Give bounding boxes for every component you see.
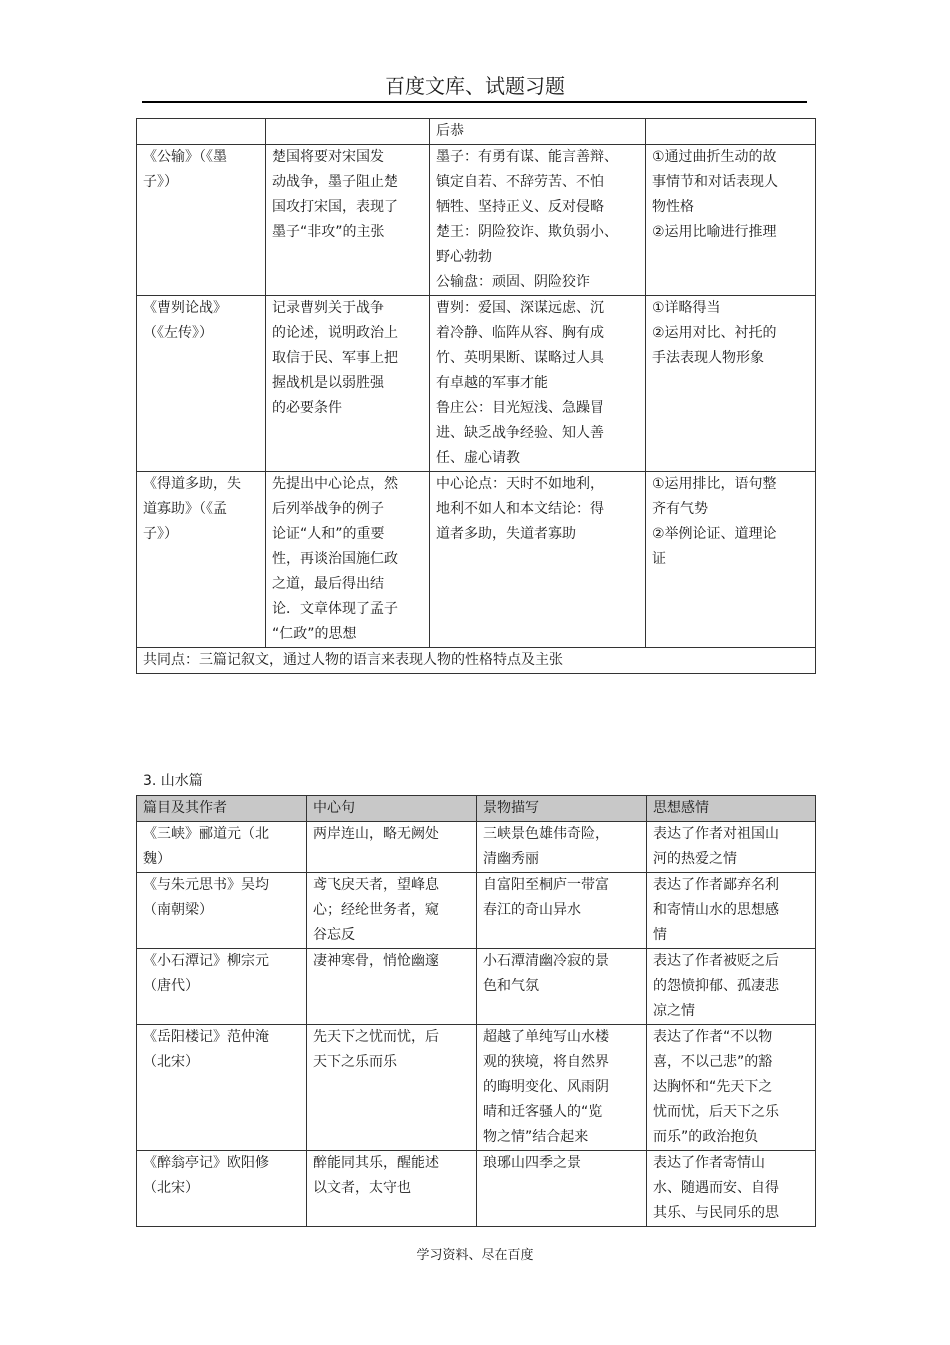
table-cell: 醉能同其乐，醒能述 以文者，太守也 bbox=[307, 1151, 477, 1227]
table-cell: 《岳阳楼记》范仲淹 （北宋） bbox=[137, 1025, 307, 1151]
table-cell: 表达了作者被贬之后 的怨愤抑郁、孤凄悲 凉之情 bbox=[647, 949, 816, 1025]
table-cell: 《与朱元思书》吴均 （南朝梁） bbox=[137, 873, 307, 949]
table-cell: 小石潭清幽冷寂的景 色和气氛 bbox=[477, 949, 647, 1025]
table-row bbox=[137, 873, 816, 949]
section-title: 3. 山水篇 bbox=[143, 773, 203, 789]
comparison-table-1 bbox=[136, 118, 816, 674]
table-cell: 琅琊山四季之景 bbox=[477, 1151, 647, 1227]
table-row bbox=[137, 472, 816, 648]
table-cell: ①通过曲折生动的故 事情节和对话表现人 物性格 ②运用比喻进行推理 bbox=[646, 145, 816, 296]
summary-row bbox=[137, 648, 816, 674]
summary-cell: 共同点：三篇记叙文，通过人物的语言来表现人物的性格特点及主张 bbox=[137, 648, 816, 674]
table-row bbox=[137, 949, 816, 1025]
page-footer: 学习资料、尽在百度 bbox=[416, 1248, 534, 1263]
table-cell: 三峡景色雄伟奇险， 清幽秀丽 bbox=[477, 822, 647, 873]
table-cell: 《公输》（《墨 子》） bbox=[137, 145, 266, 296]
page-header-title: 百度文库、试题习题 bbox=[385, 74, 565, 98]
table-cell: 楚国将要对宋国发 动战争，墨子阻止楚 国攻打宋国，表现了 墨子“非攻”的主张 bbox=[266, 145, 430, 296]
table-row bbox=[137, 822, 816, 873]
table-cell: 超越了单纯写山水楼 观的狭境，将自然界 的晦明变化、风雨阴 晴和迁客骚人的“览 物之情”结合起来 bbox=[477, 1025, 647, 1151]
table-cell: 中心论点：天时不如地利， 地利不如人和本文结论：得 道者多助，失道者寡助 bbox=[430, 472, 646, 648]
table-cell: 《曹刿论战》 （《左传》） bbox=[137, 296, 266, 472]
table-header-row bbox=[137, 796, 816, 822]
table-row bbox=[137, 119, 816, 145]
table-cell: 表达了作者鄙弃名利 和寄情山水的思想感 情 bbox=[647, 873, 816, 949]
table-cell bbox=[266, 119, 430, 145]
table-cell: 曹刿：爱国、深谋远虑、沉 着冷静、临阵从容、胸有成 竹、英明果断、谋略过人具 有卓越的军事才能 鲁庄公：目光短浅、急躁冒 进、缺乏战争经验、知人善 任、虚心请教 bbox=[430, 296, 646, 472]
table-cell: ①运用排比，语句整 齐有气势 ②举例论证、道理论 证 bbox=[646, 472, 816, 648]
table-cell: 墨子：有勇有谋、能言善辩、 镇定自若、不辞劳苦、不怕 牺牲、坚持正义、反对侵略 楚王：阴险狡诈、欺负弱小、 野心勃勃 公输盘：顽固、阴险狡诈 bbox=[430, 145, 646, 296]
landscape-essays-table bbox=[136, 795, 816, 1227]
table-cell: 记录曹刿关于战争 的论述，说明政治上 取信于民、军事上把 握战机是以弱胜强 的必要条件 bbox=[266, 296, 430, 472]
table-row bbox=[137, 1025, 816, 1151]
column-header: 思想感情 bbox=[647, 796, 816, 822]
table-cell: 表达了作者寄情山 水、随遇而安、自得 其乐、与民同乐的思 bbox=[647, 1151, 816, 1227]
table-cell: 《醉翁亭记》欧阳修 （北宋） bbox=[137, 1151, 307, 1227]
table-cell: 表达了作者“不以物 喜，不以己悲”的豁 达胸怀和“先天下之 忧而忧，后天下之乐 而乐”的政治抱负 bbox=[647, 1025, 816, 1151]
table-cell: 凄神寒骨，悄怆幽邃 bbox=[307, 949, 477, 1025]
table-row bbox=[137, 1151, 816, 1227]
table-cell: 先提出中心论点，然 后列举战争的例子 论证“人和”的重要 性，再谈治国施仁政 之道，最后得出结 论．文章体现了孟子 “仁政”的思想 bbox=[266, 472, 430, 648]
column-header: 篇目及其作者 bbox=[137, 796, 307, 822]
table-row bbox=[137, 296, 816, 472]
table-cell: 《得道多助，失 道寡助》（《孟 子》） bbox=[137, 472, 266, 648]
table-cell bbox=[646, 119, 816, 145]
table-row bbox=[137, 145, 816, 296]
column-header: 中心句 bbox=[307, 796, 477, 822]
table-cell bbox=[137, 119, 266, 145]
table-cell: 先天下之忧而忧，后 天下之乐而乐 bbox=[307, 1025, 477, 1151]
table-cell: 表达了作者对祖国山 河的热爱之情 bbox=[647, 822, 816, 873]
column-header: 景物描写 bbox=[477, 796, 647, 822]
table-cell: 后恭 bbox=[430, 119, 646, 145]
table-cell: 鸢飞戾天者，望峰息 心；经纶世务者，窥 谷忘反 bbox=[307, 873, 477, 949]
table-cell: 《小石潭记》柳宗元 （唐代） bbox=[137, 949, 307, 1025]
table-cell: 自富阳至桐庐一带富 春江的奇山异水 bbox=[477, 873, 647, 949]
header-divider bbox=[142, 101, 807, 103]
table-cell: ①详略得当 ②运用对比、衬托的 手法表现人物形象 bbox=[646, 296, 816, 472]
table-cell: 《三峡》郦道元（北 魏） bbox=[137, 822, 307, 873]
table-cell: 两岸连山，略无阙处 bbox=[307, 822, 477, 873]
